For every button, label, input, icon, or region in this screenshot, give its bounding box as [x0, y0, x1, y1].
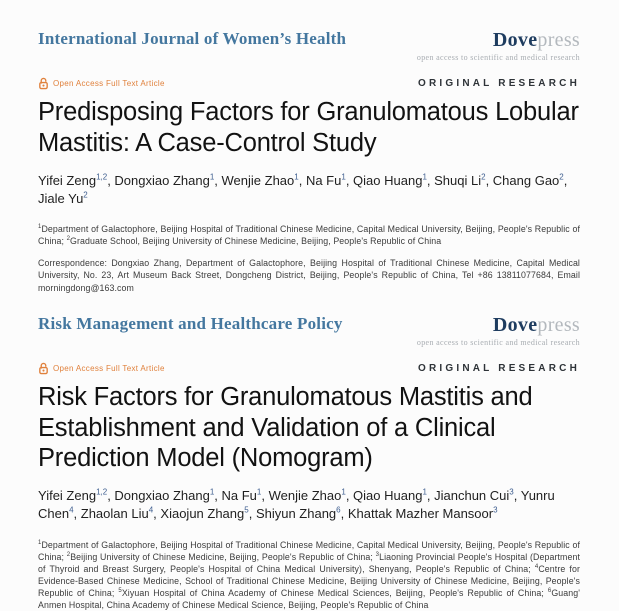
journal-name: Risk Management and Healthcare Policy	[38, 313, 343, 333]
dovepress-logo[interactable]	[417, 30, 580, 62]
dove-text: Dove	[492, 313, 538, 336]
open-access-label: Open Access Full Text Article	[53, 79, 165, 88]
journal-banner	[38, 30, 580, 62]
author: Shiyun Zhang$^6$	[255, 506, 341, 522]
affiliation: $^6$Guang' Anmen Hospital, China Academy of Chinese Medical Science, Beijing, People's Republic of China	[38, 588, 581, 611]
journal-banner	[38, 315, 580, 347]
meta-row	[38, 362, 580, 375]
author: Khattak Mazher Mansoor$^3$	[347, 506, 498, 522]
author: Wenjie Zhao$^1$	[221, 172, 299, 188]
affiliations: $^1$Department of Galactophore, Beijing Hospital of Traditional Chinese Medicine, Capital Medical University, Beijing, People's Republic of China; $^2$Beijing University of Chinese Medicine, Beijing, People's Republic of China; $^3$Liaoning Provincial People's Hospital (Department of Thyroid and Breast Surgery, People's Hospital of China Medical University), Shenyang, People's Republic of China; $^4$Centre for Evidence-Based Chinese Medicine, School of Traditional Chinese Medicine, Beijing University of Chinese Medicine, Beijing, People's Republic of China; $^5$Xiyuan Hospital of China Academy of Chinese Medical Sciences, Beijing, People's Republic of China; $^6$Guang' Anmen Hospital, China Academy of Chinese Medical Science, Beijing, People's Republic of China	[38, 539, 581, 611]
open-access-label: Open Access Full Text Article	[53, 363, 165, 373]
author-list: Yifei Zeng$^{1,2}$, Dongxiao Zhang$^1$, Wenjie Zhao$^1$, Na Fu$^1$, Qiao Huang$^1$, Shuqi Li$^2$, Chang Gao$^2$, Jiale Yu$^2$	[38, 172, 568, 206]
author-list: Yifei Zeng$^{1,2}$, Dongxiao Zhang$^1$, Na Fu$^1$, Wenjie Zhao$^1$, Qiao Huang$^1$, Jianchun Cui$^3$, Yunru Chen$^4$, Zhaolan Liu$^4$, Xiaojun Zhang$^5$, Shiyun Zhang$^6$, Khattak Mazher Mansoor$^3$	[38, 487, 555, 522]
dovepress-wordmark	[417, 30, 580, 50]
affiliation: $^1$Department of Galactophore, Beijing Hospital of Traditional Chinese Medicine, Capital Medical University, Beijing, People's Republic of China	[38, 224, 580, 247]
author: Jianchun Cui$^3$	[434, 487, 514, 504]
press-text: press	[537, 29, 580, 51]
author: Jiale Yu$^2$	[38, 190, 88, 206]
author: Qiao Huang$^1$	[353, 172, 427, 188]
open-access-badge[interactable]	[38, 77, 165, 90]
article-title: Predisposing Factors for Granulomatous Lobular Mastitis: A Case-Control Study	[38, 98, 579, 157]
journal-name: International Journal of Women’s Health	[38, 29, 347, 48]
affiliation: $^2$Graduate School, Beijing University of Chinese Medicine, Beijing, People's Republic of China	[66, 236, 442, 247]
article-header-1	[38, 30, 580, 294]
author: Dongxiao Zhang$^1$	[114, 172, 215, 188]
author: Zhaolan Liu$^4$	[80, 506, 154, 522]
author: Yifei Zeng$^{1,2}$	[38, 487, 108, 504]
article-header-2	[38, 315, 580, 611]
author: Yunru Chen$^4$	[38, 488, 555, 522]
open-access-tagline: open access to scientific and medical research	[416, 337, 580, 347]
author: Na Fu$^1$	[305, 172, 346, 188]
affiliation: $^2$Beijing University of Chinese Medicine, Beijing, People's Republic of China	[66, 551, 371, 562]
open-lock-icon	[38, 77, 49, 90]
author: Xiaojun Zhang$^5$	[160, 506, 249, 522]
author: Yifei Zeng$^{1,2}$	[38, 172, 108, 188]
meta-row	[38, 77, 580, 90]
correspondence: Correspondence: Dongxiao Zhang, Department of Galactophore, Beijing Hospital of Traditional Chinese Medicine, Capital Medical University, No. 23, Art Museum Back Street, Dongcheng District, Beijing, People's Republic of China, Tel +86 13811077684, Email morningdong@163.com	[38, 258, 580, 293]
affiliation: $^3$Liaoning Provincial People's Hospital (Department of Thyroid and Breast Surgery, People's Hospital of China Medical University), Shenyang, People's Republic of China	[38, 551, 581, 574]
open-lock-icon	[38, 362, 49, 375]
dovepress-wordmark	[417, 315, 580, 335]
author: Shuqi Li$^2$	[434, 172, 486, 188]
article-type-label: ORIGINAL RESEARCH	[417, 362, 580, 374]
affiliation: $^5$Xiyuan Hospital of China Academy of Chinese Medical Sciences, Beijing, People's Republic of China	[118, 588, 542, 599]
affiliations: $^1$Department of Galactophore, Beijing Hospital of Traditional Chinese Medicine, Capital Medical University, Beijing, People's Republic of China; $^2$Graduate School, Beijing University of Chinese Medicine, Beijing, People's Republic of China	[38, 224, 580, 247]
author: Dongxiao Zhang$^1$	[114, 487, 215, 504]
open-access-tagline: open access to scientific and medical research	[416, 53, 580, 62]
author: Qiao Huang$^1$	[353, 487, 427, 504]
author: Wenjie Zhao$^1$	[268, 487, 346, 504]
dove-text: Dove	[492, 29, 538, 51]
article-title: Risk Factors for Granulomatous Mastitis and Establishment and Validation of a Clinical Prediction Model (Nomogram)	[38, 382, 533, 473]
open-access-badge[interactable]	[38, 362, 165, 375]
article-type-label: ORIGINAL RESEARCH	[417, 78, 580, 89]
author: Chang Gao$^2$	[492, 172, 564, 188]
press-text: press	[537, 313, 580, 336]
affiliation: $^4$Centre for Evidence-Based Chinese Medicine, School of Traditional Chinese Medicine, Beijing University of Chinese Medicine, Beijing, People's Republic of China	[38, 563, 580, 599]
affiliation: $^1$Department of Galactophore, Beijing Hospital of Traditional Chinese Medicine, Capital Medical University, Beijing, People's Republic of China	[38, 539, 580, 562]
dovepress-logo[interactable]	[417, 315, 580, 347]
author: Na Fu$^1$	[221, 487, 262, 504]
